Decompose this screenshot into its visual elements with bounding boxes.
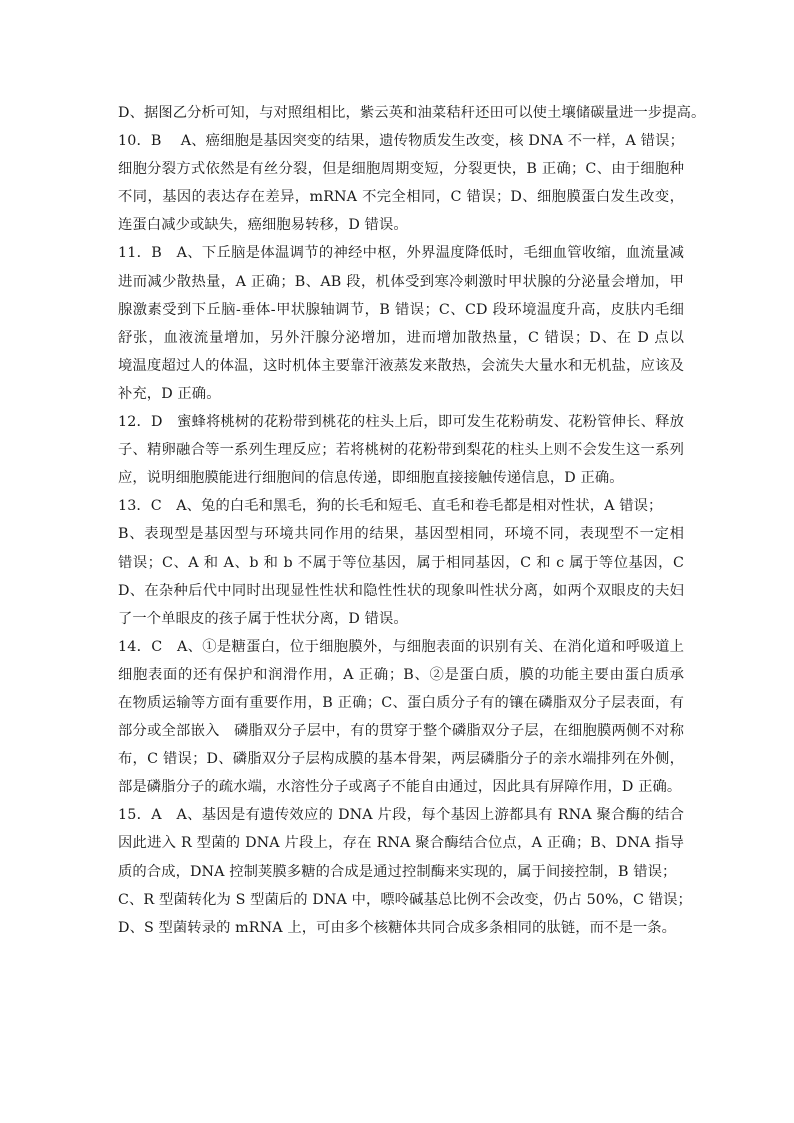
answer-block-q11 bbox=[118, 239, 684, 408]
text-line: 15．A A、基因是有遗传效应的 DNA 片段，每个基因上游都具有 RNA 聚合酶的结合 bbox=[118, 807, 684, 824]
text-line: 12．D 蜜蜂将桃树的花粉带到桃花的柱头上后，即可发生花粉萌发、花粉管伸长、释放 bbox=[118, 414, 684, 431]
text-line: 14．C A、①是糖蛋白，位于细胞膜外，与细胞表面的识别有关、在消化道和呼吸道上 bbox=[118, 638, 684, 655]
text-line: 细胞表面的还有保护和润滑作用，A 正确；B、②是蛋白质，膜的功能主要由蛋白质承 bbox=[118, 666, 684, 683]
text-line: 舒张，血液流量增加，另外汗腺分泌增加，进而增加散热量，C 错误；D、在 D 点以 bbox=[118, 329, 684, 346]
answer-block-q12 bbox=[118, 408, 684, 492]
text-line: 错误；C、A 和 A、b 和 b 不属于等位基因，属于相同基因，C 和 c 属于等位基因，C bbox=[118, 554, 684, 571]
text-line: 了一个单眼皮的孩子属于性状分离，D 错误。 bbox=[118, 610, 408, 627]
text-line: C、R 型菌转化为 S 型菌后的 DNA 中，嘌呤碱基总比例不会改变，仍占 50%，C 错误； bbox=[118, 891, 692, 908]
text-line: 布，C 错误；D、磷脂双分子层构成膜的基本骨架，两层磷脂分子的亲水端排列在外侧， bbox=[118, 751, 684, 768]
text-line: 11．B A、下丘脑是体温调节的神经中枢，外界温度降低时，毛细血管收缩，血流量减 bbox=[118, 245, 684, 262]
answer-block-q9-tail bbox=[118, 99, 706, 127]
answer-block-q13 bbox=[118, 492, 684, 632]
text-line: 进而减少散热量，A 正确；B、AB 段，机体受到寒冷刺激时甲状腺的分泌量会增加，甲 bbox=[118, 273, 684, 290]
text-line: 部是磷脂分子的疏水端，水溶性分子或离子不能自由通过，因此具有屏障作用，D 正确。 bbox=[118, 779, 682, 796]
text-line: 13．C A、兔的白毛和黑毛，狗的长毛和短毛、直毛和卷毛都是相对性状，A 错误； bbox=[118, 498, 663, 515]
text-line: 10．B A、癌细胞是基因突变的结果，遗传物质发生改变，核 DNA 不一样，A 错误； bbox=[118, 133, 684, 150]
text-line: 质的合成，DNA 控制荚膜多糖的合成是通过控制酶来实现的，属于间接控制，B 错误； bbox=[118, 863, 677, 880]
text-line: 补充，D 正确。 bbox=[118, 385, 221, 402]
text-line: 腺激素受到下丘脑-垂体-甲状腺轴调节，B 错误；C、CD 段环境温度升高，皮肤内毛细 bbox=[118, 301, 684, 318]
answer-explanation-page bbox=[118, 99, 706, 942]
text-line: 细胞分裂方式依然是有丝分裂，但是细胞周期变短，分裂更快，B 正确；C、由于细胞种 bbox=[118, 161, 684, 178]
answer-block-q14 bbox=[118, 633, 684, 802]
text-line: 应，说明细胞膜能进行细胞间的信息传递，即细胞直接接触传递信息，D 正确。 bbox=[118, 470, 624, 487]
text-line: 子、精卵融合等一系列生理反应；若将桃树的花粉带到梨花的柱头上则不会发生这一系列 bbox=[118, 442, 684, 459]
text-line: B、表现型是基因型与环境共同作用的结果，基因型相同，环境不同，表现型不一定相 bbox=[118, 526, 684, 543]
text-line: D、据图乙分析可知，与对照组相比，紫云英和油菜秸秆还田可以使土壤储碳量进一步提高。 bbox=[118, 105, 706, 121]
text-line: 因此进入 R 型菌的 DNA 片段上，存在 RNA 聚合酶结合位点，A 正确；B、DNA 指导 bbox=[118, 835, 684, 852]
text-line: 不同，基因的表达存在差异，mRNA 不完全相同，C 错误；D、细胞膜蛋白发生改变， bbox=[118, 189, 684, 206]
text-line: 部分或全部嵌入 磷脂双分子层中，有的贯穿于整个磷脂双分子层，在细胞膜两侧不对称 bbox=[118, 723, 684, 740]
text-line: 境温度超过人的体温，这时机体主要靠汗液蒸发来散热，会流失大量水和无机盐，应该及 bbox=[118, 357, 684, 374]
answer-block-q15 bbox=[118, 801, 692, 941]
text-line: 连蛋白减少或缺失，癌细胞易转移，D 错误。 bbox=[118, 217, 408, 234]
text-line: 在物质运输等方面有重要作用，B 正确；C、蛋白质分子有的镶在磷脂双分子层表面，有 bbox=[118, 694, 684, 711]
answer-block-q10 bbox=[118, 127, 684, 239]
text-line: D、在杂种后代中同时出现显性性状和隐性性状的现象叫性状分离，如两个双眼皮的夫妇 bbox=[118, 582, 684, 599]
text-line: D、S 型菌转录的 mRNA 上，可由多个核糖体共同合成多条相同的肽链，而不是一条。 bbox=[118, 919, 677, 936]
